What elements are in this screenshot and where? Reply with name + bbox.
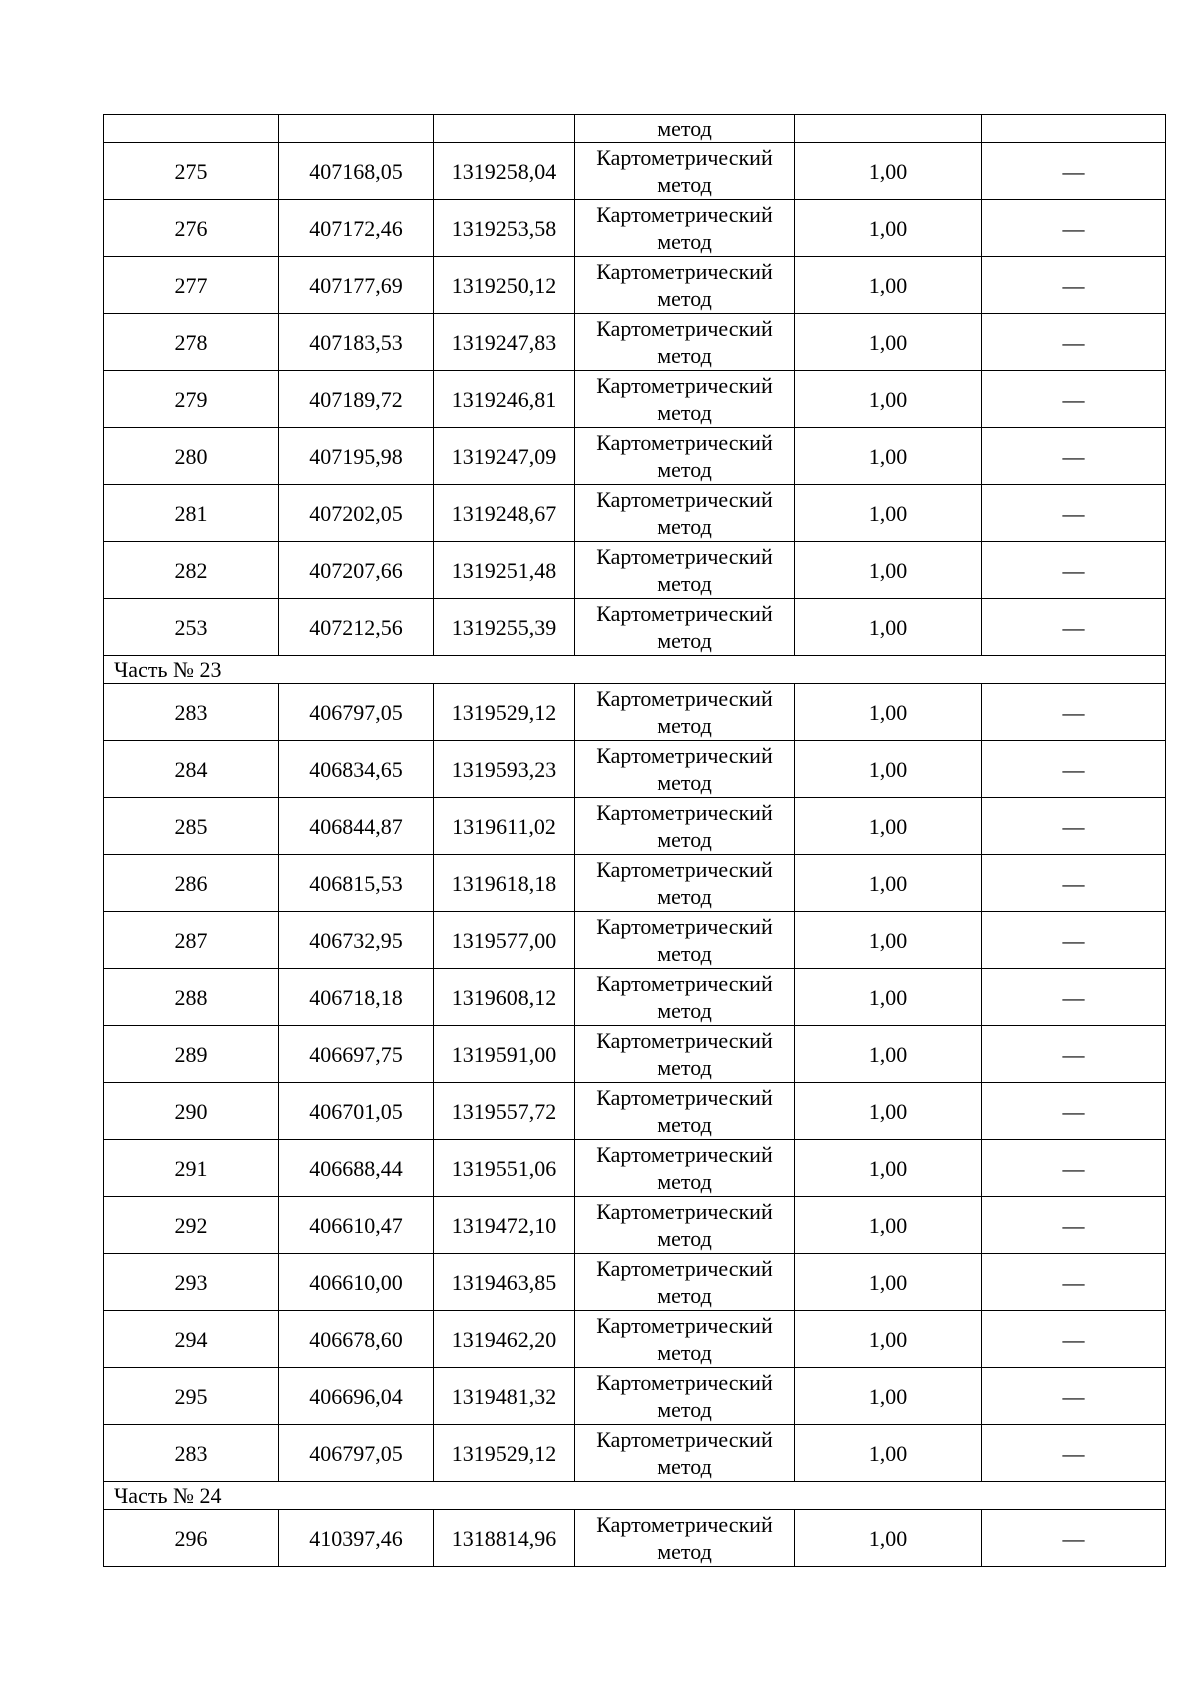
cell-x: 407172,46	[279, 200, 434, 257]
cell-y: 1319247,83	[434, 314, 575, 371]
cell-note: —	[982, 599, 1166, 656]
cell-x: 406732,95	[279, 912, 434, 969]
cell-x: 406834,65	[279, 741, 434, 798]
cell-accuracy: 1,00	[795, 855, 982, 912]
table-row	[104, 1140, 1166, 1197]
cell-y: 1319529,12	[434, 684, 575, 741]
cell-y: 1319258,04	[434, 143, 575, 200]
cell-x: 406696,04	[279, 1368, 434, 1425]
cell-number: 283	[104, 684, 279, 741]
cell-accuracy: 1,00	[795, 798, 982, 855]
cell-method: Картометрический метод	[575, 428, 795, 485]
cell-x: 407183,53	[279, 314, 434, 371]
cell-method: Картометрический метод	[575, 485, 795, 542]
cell-accuracy: 1,00	[795, 314, 982, 371]
cell-y: 1319463,85	[434, 1254, 575, 1311]
cell-accuracy: 1,00	[795, 684, 982, 741]
cell-accuracy: 1,00	[795, 257, 982, 314]
cell-y: 1319248,67	[434, 485, 575, 542]
cell-accuracy: 1,00	[795, 143, 982, 200]
cell-x: 407212,56	[279, 599, 434, 656]
cell-note: —	[982, 371, 1166, 428]
cell-note: —	[982, 1510, 1166, 1567]
cell-method: Картометрический метод	[575, 684, 795, 741]
cell-method: Картометрический метод	[575, 1425, 795, 1482]
cell-y: 1319251,48	[434, 542, 575, 599]
cell-accuracy: 1,00	[795, 969, 982, 1026]
cell-x: 406797,05	[279, 1425, 434, 1482]
table-row	[104, 599, 1166, 656]
cell-method: Картометрический метод	[575, 542, 795, 599]
cell-method: Картометрический метод	[575, 257, 795, 314]
cell-note: —	[982, 855, 1166, 912]
cell-y: 1319611,02	[434, 798, 575, 855]
cell-method: Картометрический метод	[575, 1197, 795, 1254]
cell-accuracy: 1,00	[795, 1083, 982, 1140]
cell-accuracy: 1,00	[795, 1197, 982, 1254]
cell-x: 406701,05	[279, 1083, 434, 1140]
cell-method: Картометрический метод	[575, 1311, 795, 1368]
cell-accuracy: 1,00	[795, 599, 982, 656]
cell-number: 287	[104, 912, 279, 969]
table-row	[104, 684, 1166, 741]
cell-accuracy: 1,00	[795, 542, 982, 599]
cell-y: 1319255,39	[434, 599, 575, 656]
table-row	[104, 1197, 1166, 1254]
cell-x: 407207,66	[279, 542, 434, 599]
cell-x: 407168,05	[279, 143, 434, 200]
cell-number: 275	[104, 143, 279, 200]
cell-x: 406697,75	[279, 1026, 434, 1083]
cell-method: Картометрический метод	[575, 599, 795, 656]
cell-note: —	[982, 1254, 1166, 1311]
cell-number: 282	[104, 542, 279, 599]
cell-accuracy: 1,00	[795, 912, 982, 969]
cell-method: Картометрический метод	[575, 200, 795, 257]
table-row	[104, 1368, 1166, 1425]
cell-method: Картометрический метод	[575, 969, 795, 1026]
cell-method: Картометрический метод	[575, 371, 795, 428]
cell-accuracy: 1,00	[795, 1026, 982, 1083]
table-row-continuation	[104, 115, 1166, 143]
table-row	[104, 969, 1166, 1026]
cell-note: —	[982, 798, 1166, 855]
cell-number: 285	[104, 798, 279, 855]
cell-x: 406797,05	[279, 684, 434, 741]
cell-x: 406610,47	[279, 1197, 434, 1254]
table-row	[104, 371, 1166, 428]
table-row	[104, 855, 1166, 912]
cell-number: 284	[104, 741, 279, 798]
cell-y: 1319253,58	[434, 200, 575, 257]
section-label: Часть № 23	[104, 656, 1166, 684]
cell-y: 1319472,10	[434, 1197, 575, 1254]
cell-number: 292	[104, 1197, 279, 1254]
table-row	[104, 200, 1166, 257]
cell-number: 279	[104, 371, 279, 428]
cell-note: —	[982, 1311, 1166, 1368]
cell-method: Картометрический метод	[575, 855, 795, 912]
table-row	[104, 428, 1166, 485]
cell-accuracy: 1,00	[795, 1254, 982, 1311]
cell-y: 1319618,18	[434, 855, 575, 912]
cell-number: 293	[104, 1254, 279, 1311]
cell-x: 406688,44	[279, 1140, 434, 1197]
cell-number: 294	[104, 1311, 279, 1368]
cell-number: 290	[104, 1083, 279, 1140]
table-row	[104, 485, 1166, 542]
cell-note: —	[982, 969, 1166, 1026]
cell-y: 1319608,12	[434, 969, 575, 1026]
cell-note: —	[982, 1140, 1166, 1197]
cell-y: 1319551,06	[434, 1140, 575, 1197]
cell-note: —	[982, 485, 1166, 542]
section-label: Часть № 24	[104, 1482, 1166, 1510]
table-row	[104, 1510, 1166, 1567]
table-row	[104, 741, 1166, 798]
cell-y: 1319246,81	[434, 371, 575, 428]
cell-accuracy: 1,00	[795, 741, 982, 798]
cell-number: 286	[104, 855, 279, 912]
cell-x: 406815,53	[279, 855, 434, 912]
cell-method: Картометрический метод	[575, 912, 795, 969]
cell-y: 1318814,96	[434, 1510, 575, 1567]
cell-y: 1319481,32	[434, 1368, 575, 1425]
cell-note: —	[982, 1197, 1166, 1254]
cell-accuracy: 1,00	[795, 1311, 982, 1368]
cell-y: 1319250,12	[434, 257, 575, 314]
table-row	[104, 798, 1166, 855]
cell-note: —	[982, 542, 1166, 599]
cell-y: 1319529,12	[434, 1425, 575, 1482]
cell-method: метод	[575, 115, 795, 143]
cell-method: Картометрический метод	[575, 314, 795, 371]
cell-accuracy: 1,00	[795, 428, 982, 485]
cell-note: —	[982, 314, 1166, 371]
cell-method: Картометрический метод	[575, 1083, 795, 1140]
cell-method: Картометрический метод	[575, 1368, 795, 1425]
cell-method: Картометрический метод	[575, 741, 795, 798]
cell-accuracy: 1,00	[795, 200, 982, 257]
cell-number: 280	[104, 428, 279, 485]
cell-number: 276	[104, 200, 279, 257]
cell-y: 1319557,72	[434, 1083, 575, 1140]
table-row	[104, 912, 1166, 969]
cell-y	[434, 115, 575, 143]
cell-method: Картометрический метод	[575, 1254, 795, 1311]
cell-accuracy: 1,00	[795, 371, 982, 428]
table-row	[104, 1425, 1166, 1482]
table-row	[104, 1083, 1166, 1140]
cell-accuracy: 1,00	[795, 1510, 982, 1567]
section-header-row	[104, 656, 1166, 684]
cell-note: —	[982, 741, 1166, 798]
cell-accuracy	[795, 115, 982, 143]
table-row	[104, 1026, 1166, 1083]
table-row	[104, 1311, 1166, 1368]
cell-x: 406678,60	[279, 1311, 434, 1368]
coordinates-table-body	[104, 115, 1166, 1567]
cell-x: 407189,72	[279, 371, 434, 428]
cell-note: —	[982, 428, 1166, 485]
table-row	[104, 1254, 1166, 1311]
cell-x: 406844,87	[279, 798, 434, 855]
cell-x: 407202,05	[279, 485, 434, 542]
cell-note: —	[982, 143, 1166, 200]
table-row	[104, 257, 1166, 314]
cell-method: Картометрический метод	[575, 1140, 795, 1197]
cell-y: 1319247,09	[434, 428, 575, 485]
table-row	[104, 542, 1166, 599]
table-row	[104, 314, 1166, 371]
cell-accuracy: 1,00	[795, 1140, 982, 1197]
cell-y: 1319591,00	[434, 1026, 575, 1083]
cell-y: 1319593,23	[434, 741, 575, 798]
cell-number: 296	[104, 1510, 279, 1567]
cell-accuracy: 1,00	[795, 485, 982, 542]
cell-x: 407177,69	[279, 257, 434, 314]
cell-number: 277	[104, 257, 279, 314]
cell-method: Картометрический метод	[575, 1510, 795, 1567]
cell-number: 288	[104, 969, 279, 1026]
cell-accuracy: 1,00	[795, 1368, 982, 1425]
cell-y: 1319462,20	[434, 1311, 575, 1368]
cell-note: —	[982, 1368, 1166, 1425]
coordinates-table	[103, 114, 1166, 1567]
cell-note: —	[982, 1026, 1166, 1083]
cell-number: 281	[104, 485, 279, 542]
cell-note: —	[982, 1425, 1166, 1482]
cell-accuracy: 1,00	[795, 1425, 982, 1482]
cell-number: 291	[104, 1140, 279, 1197]
cell-number: 295	[104, 1368, 279, 1425]
cell-note: —	[982, 257, 1166, 314]
cell-y: 1319577,00	[434, 912, 575, 969]
cell-number: 253	[104, 599, 279, 656]
cell-x: 406718,18	[279, 969, 434, 1026]
cell-number: 289	[104, 1026, 279, 1083]
cell-method: Картометрический метод	[575, 1026, 795, 1083]
table-row	[104, 143, 1166, 200]
cell-x	[279, 115, 434, 143]
cell-note: —	[982, 1083, 1166, 1140]
cell-number	[104, 115, 279, 143]
cell-note: —	[982, 684, 1166, 741]
cell-note	[982, 115, 1166, 143]
cell-note: —	[982, 912, 1166, 969]
cell-note: —	[982, 200, 1166, 257]
cell-x: 407195,98	[279, 428, 434, 485]
cell-number: 283	[104, 1425, 279, 1482]
section-header-row	[104, 1482, 1166, 1510]
cell-x: 406610,00	[279, 1254, 434, 1311]
cell-method: Картометрический метод	[575, 798, 795, 855]
cell-method: Картометрический метод	[575, 143, 795, 200]
cell-x: 410397,46	[279, 1510, 434, 1567]
cell-number: 278	[104, 314, 279, 371]
